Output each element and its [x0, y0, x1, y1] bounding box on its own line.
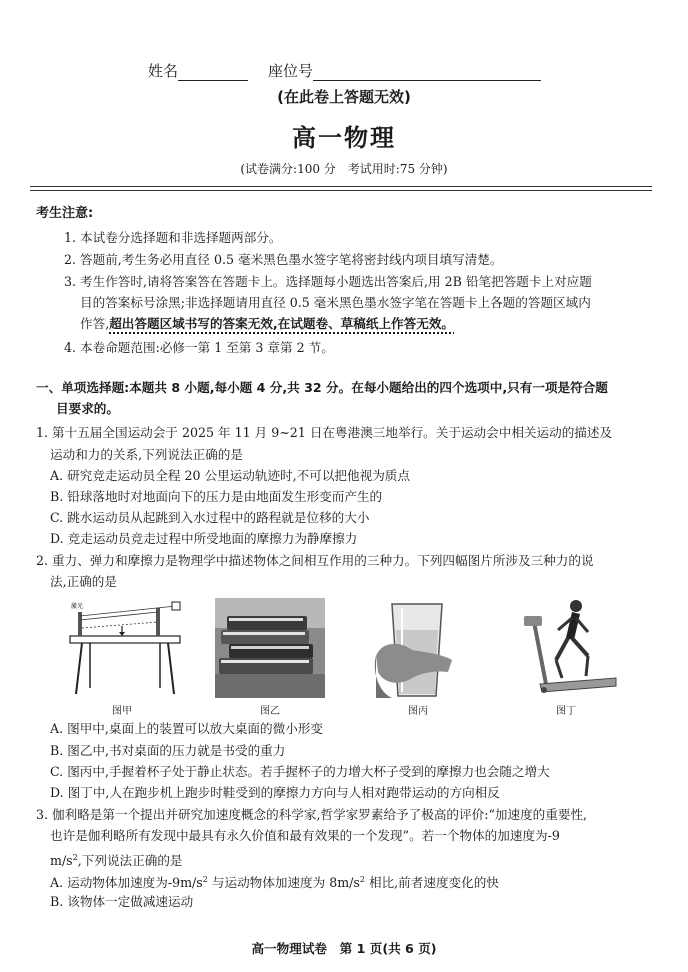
notice-item-3-lead: 作答, [80, 316, 110, 331]
invalid-note: (在此卷上答题无效) [277, 88, 411, 106]
header-rule-bottom [30, 190, 652, 191]
q1-stem-1: 1. 第十五届全国运动会于 2025 年 11 月 9~21 日在粤港澳三地举行。关于运动会中相关运动的描述及 [36, 425, 613, 440]
figure-ding-treadmill-photo [512, 598, 622, 698]
name-blank [178, 65, 248, 81]
q3-stem-3-rest: ,下列说法正确的是 [77, 853, 183, 869]
exam-meta: (试卷满分:100 分 考试用时:75 分钟) [240, 162, 448, 176]
q3-stem-2: 也许是伽利略所有发现中最具有永久价值和最有效果的一个发现”。若一个物体的加速度为-9 [50, 828, 560, 843]
q3-option-a-1: A. 运动物体加速度为-9m/s [50, 875, 203, 891]
seat-label: 座位号 [268, 62, 314, 80]
q1-option-a: A. 研究竞走运动员全程 20 公里运动轨迹时,不可以把他视为质点 [50, 468, 410, 483]
q2-option-c: C. 图丙中,手握着杯子处于静止状态。若手握杯子的力增大杯子受到的摩擦力也会随之增大 [50, 764, 550, 779]
figure-yi-books-photo [215, 598, 325, 698]
q1-option-b: B. 铅球落地时对地面向下的压力是由地面发生形变而产生的 [50, 489, 383, 504]
q2-stem-1: 2. 重力、弹力和摩擦力是物理学中描述物体之间相互作用的三种力。下列四幅图片所涉及三种力的说 [36, 553, 594, 568]
notice-item-1: 1. 本试卷分选择题和非选择题两部分。 [64, 230, 282, 245]
q3-option-a [50, 872, 499, 891]
q2-option-b: B. 图乙中,书对桌面的压力就是书受的重力 [50, 743, 286, 758]
section1-heading-1: 一、单项选择题:本题共 8 小题,每小题 4 分,共 32 分。在每小题给出的四个选项中,只有一项是符合题 [36, 380, 608, 395]
q3-option-a-2: 与运动物体加速度为 8m/s [207, 875, 360, 891]
q2-option-d: D. 图丁中,人在跑步机上跑步时鞋受到的摩擦力方向与人相对跑带运动的方向相反 [50, 785, 500, 800]
q3-option-a-exp1: 2 [202, 875, 208, 884]
q3-option-a-3: 相比,前者速度变化的快 [364, 875, 499, 891]
svg-text:激光: 激光 [71, 603, 84, 610]
q3-stem-1: 3. 伽利略是第一个提出并研究加速度概念的科学家,哲学家罗素给予了极高的评价:“加速度的重要性, [36, 807, 588, 822]
caption-bing: 图丙 [408, 706, 428, 717]
q2-stem-2: 法,正确的是 [50, 574, 117, 589]
caption-jia: 图甲 [112, 706, 132, 717]
q1-option-c: C. 跳水运动员从起跳到入水过程中的路程就是位移的大小 [50, 510, 370, 525]
notice-item-3-cont: 目的答案标号涂黑;非选择题请用直径 0.5 毫米黑色墨水签字笔在答题卡上各题的答题区域内 [80, 295, 591, 310]
q3-option-a-exp2: 2 [359, 875, 365, 884]
seat-blank [313, 65, 541, 81]
figure-bing-glass-photo [372, 600, 462, 700]
q3-unit-exp: 2 [72, 853, 78, 862]
section1-heading-2: 目要求的。 [56, 401, 119, 416]
notice-heading: 考生注意: [36, 206, 94, 221]
caption-yi: 图乙 [260, 706, 280, 717]
q1-stem-2: 运动和力的关系,下列说法正确的是 [50, 447, 243, 462]
q3-stem-3 [50, 850, 183, 869]
seat-field [268, 60, 541, 81]
name-field [148, 60, 248, 81]
notice-item-3-end [80, 316, 454, 332]
notice-item-2: 2. 答题前,考生务必用直径 0.5 毫米黑色墨水签字笔将密封线内项目填写清楚。 [64, 252, 503, 267]
notice-item-4: 4. 本卷命题范围:必修一第 1 至第 3 章第 2 节。 [64, 340, 334, 355]
page-footer: 高一物理试卷 第 1 页(共 6 页) [251, 941, 437, 956]
q3-unit: m/s [50, 853, 73, 869]
q2-option-a: A. 图甲中,桌面上的装置可以放大桌面的微小形变 [50, 721, 323, 736]
q1-option-d: D. 竞走运动员竞走过程中所受地面的摩擦力为静摩擦力 [50, 531, 358, 546]
caption-ding: 图丁 [556, 706, 576, 717]
q3-option-b: B. 该物体一定做减速运动 [50, 894, 194, 909]
page-title: 高一物理 [292, 124, 396, 152]
name-label: 姓名 [148, 62, 179, 80]
notice-item-3: 3. 考生作答时,请将答案答在答题卡上。选择题每小题选出答案后,用 2B 铅笔把答题卡上对应题 [64, 274, 592, 289]
figure-jia-table-illustration [60, 598, 190, 698]
notice-emphasis: 超出答题区域书写的答案无效,在试题卷、草稿纸上作答无效。 [109, 316, 455, 331]
header-rule-top [30, 186, 652, 187]
